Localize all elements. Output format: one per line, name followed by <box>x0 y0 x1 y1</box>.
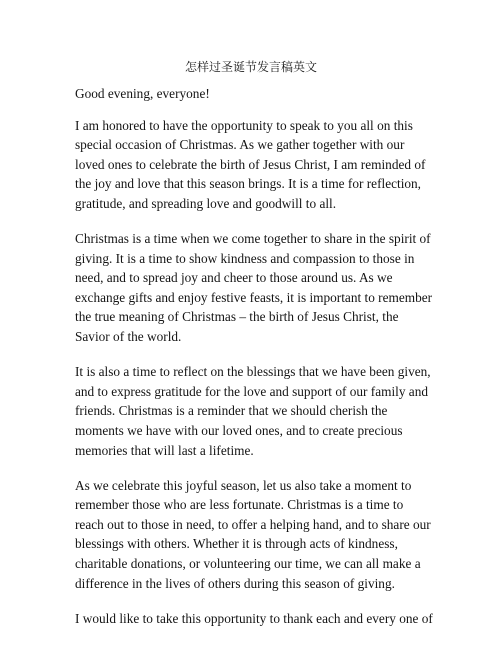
paragraph-thanks: I would like to take this opportunity to thank each and every one of <box>75 610 433 626</box>
paragraph-intro: I am honored to have the opportunity to speak to you all on this special occasion of Christmas. As we gather together with our loved ones to celebrate the birth of Jesus Christ, I am reminded of the joy and love that this season brings. It is a time for reflection, gratitude, and spreading love and goodwill to all. <box>75 117 426 211</box>
paragraph-blessings: It is also a time to reflect on the blessings that we have been given, and to express gratitude for the love and support of our family and friends. Christmas is a reminder that we should cherish the moments we have with our loved ones, and to create precious memories that will last a lifetime. <box>75 364 431 458</box>
greeting-paragraph: Good evening, everyone! <box>75 86 210 101</box>
paragraph-less-fortunate: As we celebrate this joyful season, let us also take a moment to remember those who are less fortunate. Christmas is a time to reach out to those in need, to offer a helping hand, and to share our blessings with others. Whether it is through acts of kindness, charitable donations, or volunteering our time, we can all make a difference in the lives of others during this season of giving. <box>75 477 431 591</box>
paragraph-giving: Christmas is a time when we come together to share in the spirit of giving. It is a time to show kindness and compassion to those in need, and to spread joy and cheer to those around us. As we exchange gifts and enjoy festive feasts, it is important to remember the true meaning of Christmas – the birth of Jesus Christ, the Savior of the world. <box>75 231 433 345</box>
document-title: 怎样过圣诞节发言稿英文 <box>184 60 317 74</box>
document-body <box>75 84 435 644</box>
